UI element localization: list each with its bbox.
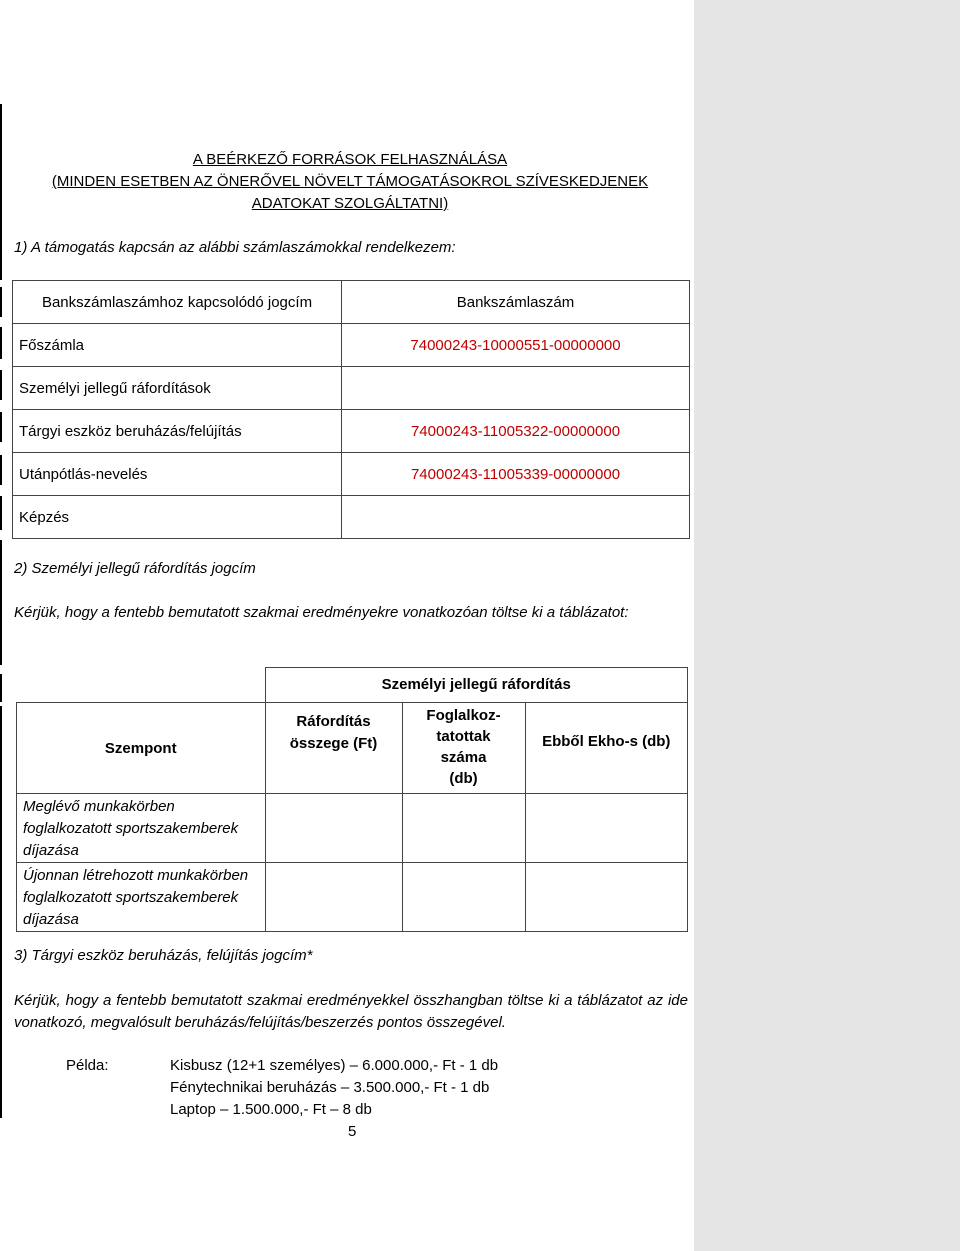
count-header-line: tatottak bbox=[436, 728, 491, 745]
heading-line-2: (MINDEN ESETBEN AZ ÖNERŐVEL NÖVELT TÁMOGATÁSOKROL SZÍVESKEDJENEK bbox=[51, 173, 649, 190]
account-number bbox=[342, 496, 690, 539]
account-number bbox=[342, 367, 690, 410]
ekho-cell[interactable] bbox=[525, 863, 688, 932]
count-header-line: száma bbox=[440, 749, 487, 766]
change-bar bbox=[0, 455, 2, 485]
bank-accounts-table bbox=[12, 280, 690, 539]
account-number: 74000243-10000551-00000000 bbox=[342, 324, 690, 367]
account-number: 74000243-11005339-00000000 bbox=[342, 453, 690, 496]
column-header-amount: Ráfordítás összege (Ft) bbox=[265, 703, 402, 794]
example-line: Laptop – 1.500.000,- Ft – 8 db bbox=[170, 1101, 372, 1118]
table-header-row bbox=[17, 703, 688, 794]
change-bar bbox=[0, 104, 2, 280]
change-bar bbox=[0, 706, 2, 1118]
personnel-cost-table bbox=[16, 667, 688, 932]
account-number: 74000243-11005322-00000000 bbox=[342, 410, 690, 453]
row-label: Főszámla bbox=[13, 324, 342, 367]
column-header-count bbox=[402, 703, 525, 794]
count-header-line: (db) bbox=[449, 770, 478, 787]
row-label: Utánpótlás-nevelés bbox=[13, 453, 342, 496]
section-2-title: 2) Személyi jellegű ráfordítás jogcím bbox=[14, 560, 256, 577]
table-row bbox=[13, 453, 690, 496]
row-label: Újonnan létrehozott munkakörben foglalkozatott sportszakemberek díjazása bbox=[17, 863, 266, 932]
comment-margin-panel bbox=[694, 0, 960, 1251]
column-header-ekho: Ebből Ekho-s (db) bbox=[525, 703, 688, 794]
column-header-account: Bankszámlaszám bbox=[342, 281, 690, 324]
row-label: Tárgyi eszköz beruházás/felújítás bbox=[13, 410, 342, 453]
page-number: 5 bbox=[348, 1123, 357, 1140]
column-header-aspect: Szempont bbox=[17, 703, 266, 794]
amount-cell[interactable] bbox=[265, 863, 402, 932]
change-bar bbox=[0, 674, 2, 702]
table-header-row bbox=[17, 668, 688, 703]
section-1-title: 1) A támogatás kapcsán az alábbi számlaszámokkal rendelkezem: bbox=[14, 239, 456, 256]
change-bar bbox=[0, 287, 2, 317]
row-label: Személyi jellegű ráfordítások bbox=[13, 367, 342, 410]
table-row bbox=[13, 324, 690, 367]
section-2-intro: Kérjük, hogy a fentebb bemutatott szakmai eredményekre vonatkozóan töltse ki a táblázatot: bbox=[14, 604, 629, 621]
heading-line-1: A BEÉRKEZŐ FORRÁSOK FELHASZNÁLÁSA bbox=[192, 151, 508, 168]
count-cell[interactable] bbox=[402, 863, 525, 932]
amount-cell[interactable] bbox=[265, 794, 402, 863]
change-bar bbox=[0, 370, 2, 400]
column-header-title: Bankszámlaszámhoz kapcsolódó jogcím bbox=[13, 281, 342, 324]
example-lines bbox=[170, 1055, 498, 1121]
example-line: Fénytechnikai beruházás – 3.500.000,- Ft - 1 db bbox=[170, 1079, 490, 1096]
change-bar bbox=[0, 327, 2, 359]
table-row bbox=[17, 794, 688, 863]
count-header-line: Foglalkoz- bbox=[426, 707, 501, 724]
row-label: Meglévő munkakörben foglalkozatott sportszakemberek díjazása bbox=[17, 794, 266, 863]
section-3-intro: Kérjük, hogy a fentebb bemutatott szakmai eredményekkel összhangban töltse ki a táblázatot az ide vonatkozó, megvalósult beruházás/felújítás/beszerzés pontos összegével. bbox=[14, 992, 688, 1031]
table-header-row bbox=[13, 281, 690, 324]
count-cell[interactable] bbox=[402, 794, 525, 863]
change-bars bbox=[0, 0, 4, 1251]
example-line: Kisbusz (12+1 személyes) – 6.000.000,- Ft - 1 db bbox=[170, 1057, 499, 1074]
section-3-title: 3) Tárgyi eszköz beruházás, felújítás jogcím* bbox=[14, 947, 313, 964]
ekho-cell[interactable] bbox=[525, 794, 688, 863]
change-bar bbox=[0, 496, 2, 530]
heading-line-3: ADATOKAT SZOLGÁLTATNI) bbox=[251, 195, 449, 212]
table-row bbox=[13, 410, 690, 453]
group-header: Személyi jellegű ráfordítás bbox=[265, 668, 688, 703]
table-row bbox=[17, 863, 688, 932]
change-bar bbox=[0, 540, 2, 665]
change-bar bbox=[0, 412, 2, 442]
row-label: Képzés bbox=[13, 496, 342, 539]
example-label: Példa: bbox=[66, 1057, 109, 1074]
table-row bbox=[13, 367, 690, 410]
table-row bbox=[13, 496, 690, 539]
